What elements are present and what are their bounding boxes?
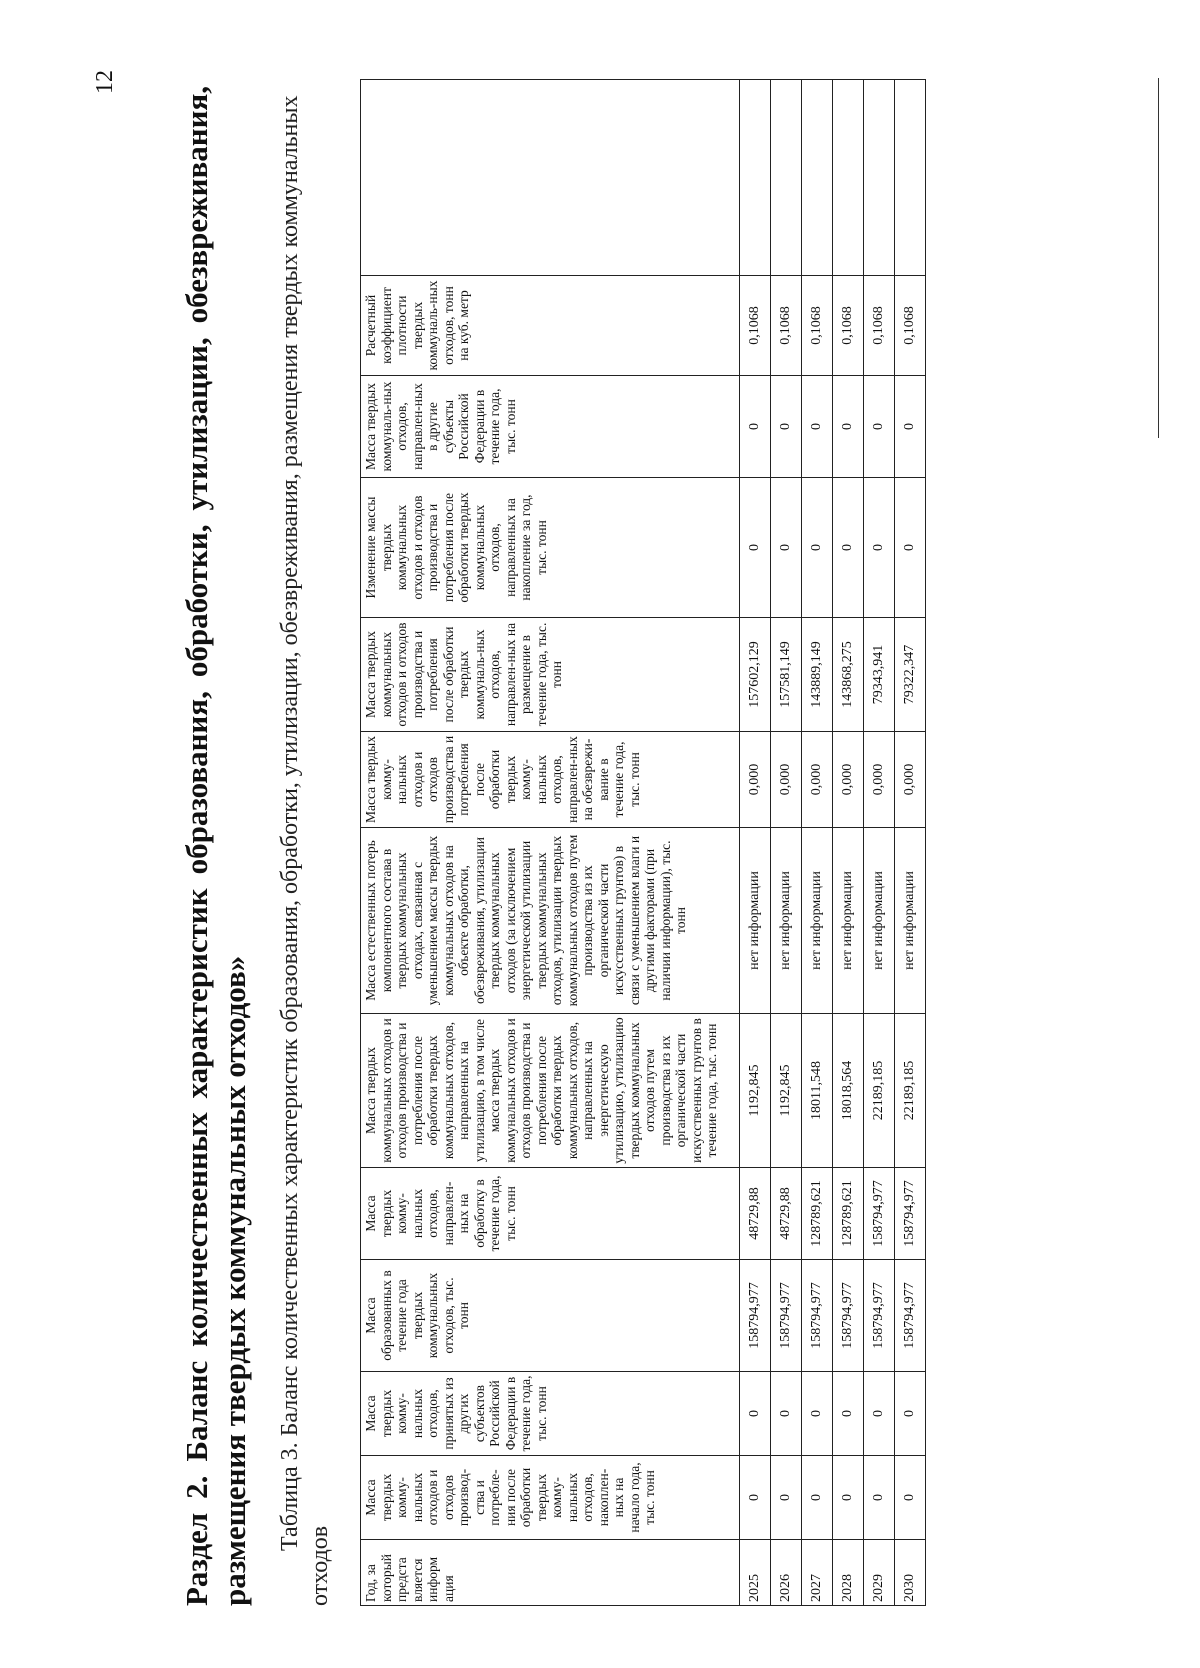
cell: 79343,941: [864, 618, 895, 732]
cell: 1192,845: [740, 1014, 771, 1168]
header-to-placement: Масса твердых коммунальных отходов и отходов производства и потребления после обработки твердых коммуналь-ных отходов, направлен-ных на размещение в течение года, тыс. тонн: [361, 618, 740, 732]
header-to-utilization: Масса твердых коммунальных отходов и отходов производства и потребления после обработки твердых коммунальных отходов, направленных на утилизацию, в том числе масса твердых коммунальных отходов и отходов производства и потребления после обработки твердых коммунальных отходов, направленных на энергетическую утилизацию, утилизацию твердых коммунальных отходов путем производства из их органической части искусственных грунтов в течение года, тыс. тонн: [361, 1014, 740, 1168]
header-received-other-regions: Масса твердых комму-нальных отходов, принятых из других субъектов Российской Федерации в течение года, тыс. тонн: [361, 1372, 740, 1456]
cell: 0,1068: [833, 276, 864, 376]
cell: 0: [771, 1372, 802, 1456]
cell: 0,000: [833, 732, 864, 828]
cell-year: 2025: [740, 1540, 771, 1606]
cell: нет информации: [771, 828, 802, 1014]
cell: нет информации: [802, 828, 833, 1014]
cell: 22189,185: [895, 1014, 926, 1168]
cell: 0: [895, 1372, 926, 1456]
cell: 0: [771, 376, 802, 478]
cell: 0,000: [802, 732, 833, 828]
header-accumulated-start: Масса твердых комму-нальных отходов и отходов производ-ства и потребле-ния после обработки твердых комму-нальных отходов, накоплен-ных на начало года, тыс. тонн: [361, 1456, 740, 1540]
cell: 0: [833, 376, 864, 478]
table-row: [833, 80, 864, 1606]
cell: 128789,621: [802, 1168, 833, 1260]
cell: 157581,149: [771, 618, 802, 732]
header-density-coefficient: Расчетный коэффициент плотности твердых коммуналь-ных отходов, тонн на куб. метр: [361, 276, 740, 376]
cell: 158794,977: [740, 1260, 771, 1372]
cell: 0: [802, 1456, 833, 1540]
cell: 158794,977: [802, 1260, 833, 1372]
cell: 158794,977: [864, 1168, 895, 1260]
cell: 128789,621: [833, 1168, 864, 1260]
cell: 0: [864, 478, 895, 618]
cell: 0,000: [864, 732, 895, 828]
cell-year: 2026: [771, 1540, 802, 1606]
cell-year: 2030: [895, 1540, 926, 1606]
cell: 1192,845: [771, 1014, 802, 1168]
cell: 0,000: [895, 732, 926, 828]
header-accumulation-change: Изменение массы твердых коммунальных отходов и отходов производства и потребления после обработки твердых коммунальных отходов, направленных на накопление за год, тыс. тонн: [361, 478, 740, 618]
cell: 0,1068: [740, 276, 771, 376]
cell: 18018,564: [833, 1014, 864, 1168]
cell: 0: [802, 478, 833, 618]
cell: 158794,977: [895, 1168, 926, 1260]
cell-empty: [864, 80, 895, 276]
cell: 18011,548: [802, 1014, 833, 1168]
table-header-row: [361, 80, 740, 1606]
cell: нет информации: [864, 828, 895, 1014]
cell: 0: [895, 376, 926, 478]
cell-empty: [771, 80, 802, 276]
cell: нет информации: [740, 828, 771, 1014]
cell-year: 2028: [833, 1540, 864, 1606]
cell: 0: [864, 1456, 895, 1540]
waste-balance-table: [360, 79, 926, 1606]
cell: нет информации: [833, 828, 864, 1014]
cell-year: 2029: [864, 1540, 895, 1606]
section-title: Раздел 2. Баланс количественных характеристик образования, обработки, утилизации, обезвреживания, размещения твердых коммунальных отходов»: [179, 86, 252, 1606]
cell: 157602,129: [740, 618, 771, 732]
cell-empty: [740, 80, 771, 276]
cell: 0: [864, 1372, 895, 1456]
cell: 0,1068: [802, 276, 833, 376]
cell: 158794,977: [864, 1260, 895, 1372]
cell: 158794,977: [895, 1260, 926, 1372]
cell: 0: [895, 1456, 926, 1540]
cell: 0: [771, 1456, 802, 1540]
cell: 0: [864, 376, 895, 478]
cell: 79322,347: [895, 618, 926, 732]
cell: 143868,275: [833, 618, 864, 732]
cell: 0: [802, 376, 833, 478]
page-number: 12: [92, 70, 118, 94]
cell: 22189,185: [864, 1014, 895, 1168]
cell: 0: [740, 478, 771, 618]
cell: 143889,149: [802, 618, 833, 732]
header-generated: Масса образованных в течение года твердых коммунальных отходов, тыс. тонн: [361, 1260, 740, 1372]
cell-empty: [833, 80, 864, 276]
cell: 0: [740, 1456, 771, 1540]
header-natural-losses: Масса естественных потерь компонентного состава в твердых коммунальных отходах, связанная с уменьшением массы твердых коммунальных отходов на объекте обработки, обезвреживания, утилизации твердых коммунальных отходов (за исключением энергетической утилизации твердых коммунальных отходов, утилизации твердых коммунальных отходов путем производства из их органической части искусственных грунтов) в связи с уменьшением влаги и другими факторами (при наличии информации), тыс. тонн: [361, 828, 740, 1014]
cell: 0,1068: [895, 276, 926, 376]
header-to-neutralization: Масса твердых комму-нальных отходов и отходов производства и потребления после обработки твердых комму-нальных отходов, направлен-ных на обезврежи-вание в течение года, тыс. тонн: [361, 732, 740, 828]
footer-rule: [1158, 78, 1159, 438]
header-empty: [361, 80, 740, 276]
header-to-processing: Масса твердых комму-нальных отходов, направлен-ных на обработку в течение года, тыс. тонн: [361, 1168, 740, 1260]
cell: 0,000: [740, 732, 771, 828]
table-row: [740, 80, 771, 1606]
header-year: Год, за который предста вляется информ ация: [361, 1540, 740, 1606]
cell: 0,1068: [864, 276, 895, 376]
cell: 0: [833, 1372, 864, 1456]
cell-empty: [895, 80, 926, 276]
table-row: [895, 80, 926, 1606]
cell-empty: [802, 80, 833, 276]
cell: 158794,977: [833, 1260, 864, 1372]
cell: 0,1068: [771, 276, 802, 376]
cell: 0,000: [771, 732, 802, 828]
cell: 0: [833, 1456, 864, 1540]
cell: 48729,88: [771, 1168, 802, 1260]
cell: 0: [833, 478, 864, 618]
cell: 158794,977: [771, 1260, 802, 1372]
cell: 0: [895, 478, 926, 618]
table-row: [771, 80, 802, 1606]
cell: 0: [771, 478, 802, 618]
header-sent-other-regions: Масса твердых коммуналь-ных отходов, направлен-ных в другие субъекты Российской Федерации в течение года, тыс. тонн: [361, 376, 740, 478]
cell: нет информации: [895, 828, 926, 1014]
cell: 0: [740, 376, 771, 478]
cell: 0: [802, 1372, 833, 1456]
table-caption: Таблица 3. Баланс количественных характеристик образования, обработки, утилизации, обезвреживания, размещения твердых коммунальных отходов: [277, 95, 333, 1606]
table-row: [864, 80, 895, 1606]
cell-year: 2027: [802, 1540, 833, 1606]
cell: 0: [740, 1372, 771, 1456]
table-row: [802, 80, 833, 1606]
cell: 48729,88: [740, 1168, 771, 1260]
